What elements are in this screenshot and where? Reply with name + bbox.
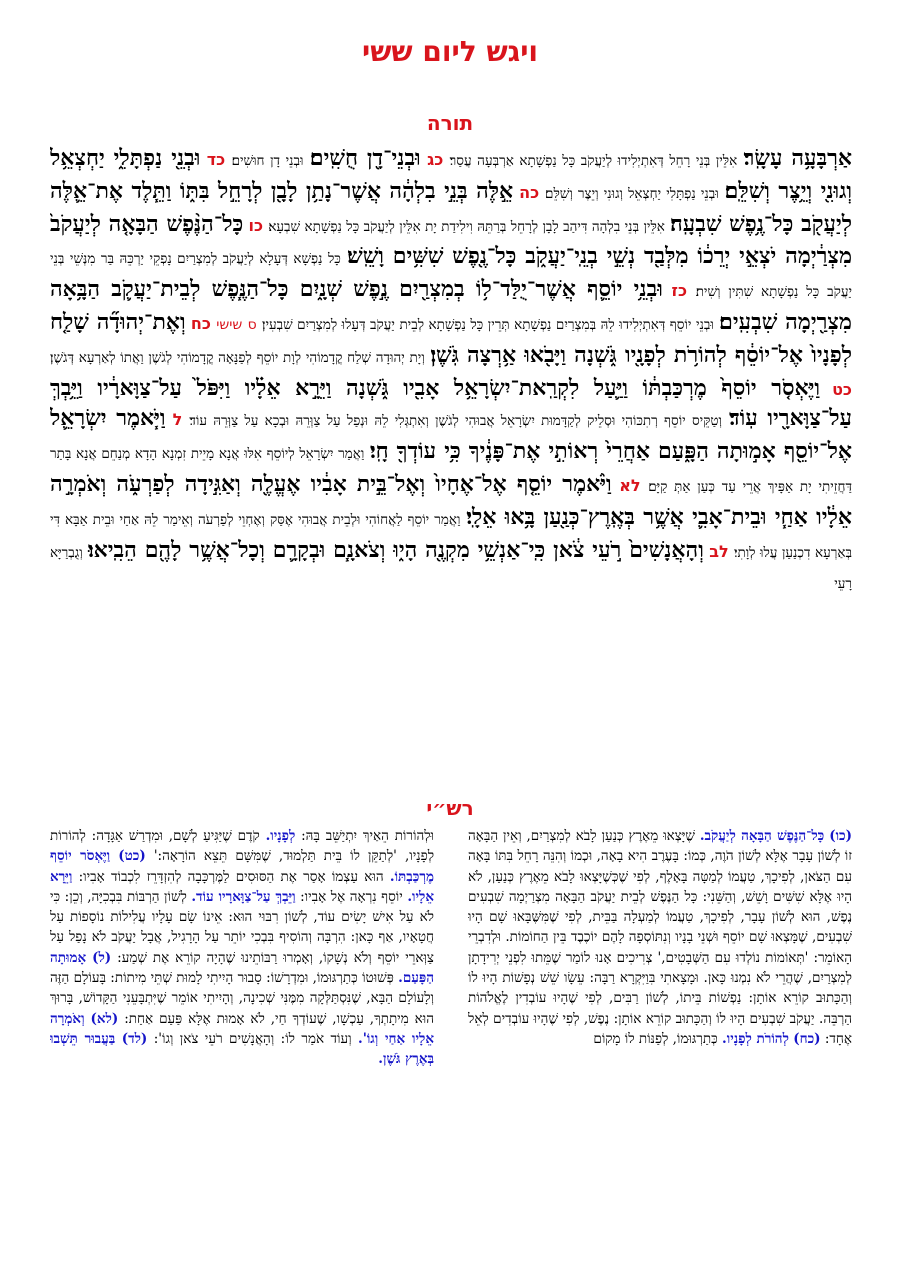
targum-text: וְגֻבְרַיָּא רָעֵי bbox=[50, 544, 852, 593]
targum-text: כָּל נַפְשָׁא דְּעָלָא לְיַעֲקֹב לְמִצְרַיִם נָפְקֵי יַרְכֵּהּ בַּר מִנְּשֵׁי בְּנֵי יַעֲקֹב כָּל נַפְשָׁתָא שִׁתִּין וְשִׁית׃ bbox=[50, 251, 852, 301]
verse-text: וְהָאֲנָשִׁים֙ רֹ֣עֵי צֹ֔אן כִּֽי־אַנְשֵׁ֥י מִקְנֶ֖ה הָי֑וּ וְצֹאנָ֧ם וּבְקָרָ֛ם וְכָל־אֲשֶׁ֥ר לָהֶ֖ם הֵבִֽיאוּ׃ bbox=[88, 536, 704, 563]
verse-text: וּבְנֵ֖י נַפְתָּלִ֑י יַחְצְאֵ֥ל וְגוּנִ֖י וְיֵ֥צֶר וְשִׁלֵּֽם׃ bbox=[50, 145, 852, 204]
rashi-commentary-text: וְעוֹד אֹמַר לוֹ: וְהָאֲנָשִׁים רֹעֵי צֹאן וְגוֹ': bbox=[153, 1030, 352, 1047]
verse-number: לב bbox=[709, 541, 729, 561]
targum-text: אִלֵּין בְּנֵי בִלְהָה דִּיהַב לָבָן לְרָחֵל בְּרַתֵּהּ וִילִידַת יָת אִלֵּין לְיַעֲקֹב כָּל נַפְשָׁתָא שִׁבְעָא׃ bbox=[268, 218, 665, 235]
verse-number: ל bbox=[172, 410, 183, 430]
rashi-dibur-hamatchil: כָּל־הַנֶּפֶשׁ הַבָּאָה לְיַעֲקֹב. bbox=[699, 828, 825, 844]
rashi-dibur-hamatchil: וְאֹמְרָה אֵלָיו אַחַי וְגוֹ'. bbox=[50, 1010, 434, 1047]
rashi-commentary-text: וּלְהוֹרוֹת הֵאַיךְ יִתְיַשֵּׁב בָּהּ: bbox=[301, 828, 434, 844]
targum-text: וַאֲמַר יִשְׂרָאֵל לְיוֹסֵף אִלּוּ אֲנָא מָיֵית זִמְנָא הָדָא מְנַחֵם אֲנָא בָּתַר דַּחֲזֵיתִי יָת אַפָּיךְ אֲרֵי עַד כְּעַן אַתְּ קַיָּם׃ bbox=[50, 446, 852, 495]
rashi-verse-number: (כח) bbox=[793, 1030, 821, 1047]
verse-number: כח bbox=[190, 313, 211, 333]
rashi-column-left bbox=[50, 826, 434, 1222]
page-title: ויגש ליום ששי bbox=[361, 35, 539, 68]
rashi-dibur-hamatchil: וַיֶּאְסֹר יוֹסֵף מֶרְכַּבְתּוֹ. bbox=[50, 848, 434, 885]
section-marker: ס bbox=[247, 316, 257, 333]
rashi-commentary-text: שֶׁיָּצְאוּ מֵאֶרֶץ כְּנַעַן לָבֹא לְמִצְרַיִם, וְאֵין הַבָּאָה זוֹ לְשׁוֹן עָבָר אֶלָּא לְשׁוֹן הֹוֶה, כְּמוֹ: בָּעֶרֶב הִיא בָאָה, וּכְמוֹ וְהִנֵּה רָחֵל בִּתּוֹ בָּאָה עִם הַצֹּאן, לְפִיכָךְ, טַעֲמוֹ לְמַטָּה בָּאָלֶף, לְפִי שֶׁכְּשֶׁיָּצְאוּ לָבֹא מֵאֶרֶץ כְּנַעַן, לֹא הָיוּ אֶלָּא שִׁשִּׁים וָשֵׁשׁ, וְהַשֵּׁנִי: כָּל הַנֶּפֶשׁ לְבֵית יַעֲקֹב הַבָּאָה מִצְרַיְמָה שִׁבְעִים נֶפֶשׁ, הוּא לְשׁוֹן עָבָר, לְפִיכָךְ, טַעֲמוֹ לְמַעְלָה בַּבֵּית, לְפִי שֶׁמִּשֶּׁבָּאוּ שָׁם הָיוּ שִׁבְעִים, שֶׁמָּצְאוּ שָׁם יוֹסֵף וּשְׁנֵי בָנָיו וְנִתּוֹסְפָה לָהֶם יוֹכֶבֶד בֵּין הַחוֹמוֹת. וּלְדִבְרֵי הָאוֹמֵר: 'תְּאוֹמוֹת נוֹלְדוּ עִם הַשְּׁבָטִים,' צְרִיכִים אָנוּ לוֹמַר שֶׁמֵּתוּ לִפְנֵי יְרִידָתָן לְמִצְרַיִם, שֶׁהֲרֵי לֹא נִמְנוּ כָּאן. וּמָצָאתִי בִּוַיִּקְרָא רַבָּה: עֵשָׂו שֵׁשׁ נְפָשׁוֹת הָיוּ לוֹ וְהַכָּתוּב קוֹרֵא אוֹתָן: נַפְשׁוֹת בֵּיתוֹ, לְשׁוֹן רַבִּים, לְפִי שֶׁהָיוּ עוֹבְדִין לֶאֱלֹהוֹת הַרְבֵּה. יַעֲקֹב שִׁבְעִים הָיוּ לוֹ וְהַכָּתוּב קוֹרֵא אוֹתָן: נֶפֶשׁ, לְפִי שֶׁהָיוּ עוֹבְדִים לְאֵל אֶחָד: bbox=[468, 828, 852, 1047]
rashi-dibur-hamatchil: לְפָנָיו. bbox=[265, 828, 296, 844]
rashi-dibur-hamatchil: וַיֵּרָא אֵלָיו. bbox=[50, 868, 434, 905]
rashi-verse-number: (לד) bbox=[121, 1030, 148, 1047]
rashi-column-right bbox=[468, 826, 852, 1222]
rashi-commentary-text: פְּשׁוּטוֹ כְּתַרְגּוּמוֹ, וּמִדְרָשׁוֹ: סָבוּר הָיִיתִי לָמוּת שְׁתֵּי מִיתוֹת: בָּעוֹלָם הַזֶּה וְלָעוֹלָם הַבָּא, שֶׁנִּסְתַּלְּקָה מִמֶּנִּי שְׁכִינָה, וְהָיִיתִי אוֹמֵר שֶׁיִּתְבָּעֵנִי הַקָּדוֹשׁ, בָּרוּךְ הוּא מִיתָתְךָ, עַכְשָׁו, שֶׁעוֹדְךָ חַי, לֹא אָמוּת אֶלָּא פַּעַם אַחַת: bbox=[50, 970, 434, 1027]
verse-number: לא bbox=[619, 475, 641, 495]
verse-text: אֵ֣לֶּה בְּנֵ֣י בִלְהָ֔ה אֲשֶׁר־נָתַ֥ן לָבָ֖ן לְרָחֵ֣ל בִּתּ֑וֹ וַתֵּ֧לֶד אֶת־אֵ֛לֶּה לְיַעֲקֹ֖ב כָּל־נֶ֥פֶשׁ שִׁבְעָֽה׃ bbox=[50, 177, 852, 237]
verse-number: כג bbox=[427, 150, 444, 169]
targum-text: אִלֵּין בְּנֵי רָחֵל דְּאִתְיְלִידוּ לְיַעֲקֹב כָּל נַפְשָׁתָא אַרְבְּעָה עֲסַר׃ bbox=[449, 153, 738, 169]
verse-text: כָּל־הַנֶּ֨פֶשׁ הַבָּאָ֤ה לְיַעֲקֹב֙ מִצְרַ֔יְמָה יֹצְאֵ֣י יְרֵכ֔וֹ מִלְּבַ֖ד נְשֵׁ֣י בְנֵֽי־יַעֲקֹ֑ב כָּל־נֶ֖פֶשׁ שִׁשִּׁ֥ים וָשֵֽׁשׁ׃ bbox=[50, 210, 852, 270]
verse-text: וַיֹּ֧אמֶר יִשְׂרָאֵ֛ל אֶל־יוֹסֵ֖ף אָמ֣וּתָה הַפָּ֑עַם אַחֲרֵי֙ רְאוֹתִ֣י אֶת־פָּנֶ֔יךָ כִּ֥י עוֹדְךָ֖ חָֽי׃ bbox=[50, 405, 852, 465]
targum-text: וְיָת יְהוּדָה שְׁלַח קֳדָמוֹהִי לְוָת יוֹסֵף לְפַנָּאָה קֳדָמוֹהִי לְגֹשֶׁן וַאֲתוֹ לְאַרְעָא דְּגֹשֶׁן׃ bbox=[50, 349, 425, 366]
torah-section-title: תורה bbox=[426, 111, 474, 135]
rashi-dibur-hamatchil: אָמוּתָה הַפָּעַם. bbox=[50, 949, 434, 987]
rashi-commentary-text: יוֹסֵף נִרְאָה אֶל אָבִיו: bbox=[300, 888, 403, 905]
rashi-section-title: רש״י bbox=[426, 796, 474, 820]
rashi-commentary-text: קֹדֶם שֶׁיַּגִּיעַ לְשָׁם, וּמִדְרַשׁ אַגָּדָה: לְהוֹרוֹת לְפָנָיו, 'לְתַקֵּן לוֹ בֵּית תַּלְמוּד, שֶׁמִּשָּׁם תֵּצֵא הוֹרָאָה:' bbox=[50, 828, 434, 865]
targum-text: וּבְנֵי יוֹסֵף דְּאִתְיְלִידוּ לֵהּ בְּמִצְרַיִם נַפְשָׁתָא תְּרֵין כָּל נַפְשָׁתָא לְבֵית יַעֲקֹב דְּעָלוּ לְמִצְרַיִם שִׁבְעִין׃ bbox=[262, 316, 714, 333]
rashi-verse-number: (לא) bbox=[90, 1010, 119, 1027]
rashi-verse-number: (כט) bbox=[118, 848, 146, 865]
verse-text: וַיֶּאְסֹ֤ר יוֹסֵף֙ מֶרְכַּבְתּ֔וֹ וַיַּ֛עַל לִקְרַֽאת־יִשְׂרָאֵ֥ל אָבִ֖יו גֹּ֑שְׁנָה וַיֵּרָ֣א אֵלָ֗יו וַיִּפֹּל֙ עַל־צַוָּארָ֔יו וַיֵּ֥בְךְּ עַל־צַוָּארָ֖יו עֽוֹד׃ bbox=[50, 374, 852, 432]
targum-text: וְטַקֵּיס יוֹסֵף רְתִכּוֹהִי וּסְלֵיק לְקַדָּמוּת יִשְׂרָאֵל אֲבוּהִי לְגֹשֶׁן וְאִתְגְּלִי לֵהּ וּנְפַל עַל צַוְּרֵהּ וּבְכָא עַל צַוְּרֵהּ עוֹד׃ bbox=[189, 413, 723, 430]
targum-text: וּבְנֵי דָן חוּשִׁים׃ bbox=[231, 153, 304, 169]
rashi-dibur-hamatchil: וַיֵּבְךְּ עַל־צַוָּארָיו עוֹד. bbox=[191, 888, 296, 905]
verse-number: כד bbox=[206, 150, 226, 169]
rashi-verse-number: (ל) bbox=[92, 949, 112, 966]
rashi-commentary bbox=[50, 826, 852, 1226]
section-marker: שישי bbox=[216, 316, 243, 333]
rashi-dibur-hamatchil: בַּעֲבוּר תֵּשְׁבוּ בְּאֶרֶץ גֹּשֶׁן. bbox=[50, 1030, 434, 1068]
verse-number: כה bbox=[519, 182, 540, 202]
rashi-commentary-text: לְשׁוֹן הַרְבּוֹת בִּבְכִיָּה, וְכֵן: כִּי לֹא עַל אִישׁ יָשִׂים עוֹד, לְשׁוֹן רִבּוּי הוּא: אֵינוֹ שָׂם עָלָיו עֲלִילוֹת נוֹסָפוֹת עַל חֲטָאָיו, אַף כָּאן: הִרְבָּה וְהוֹסִיף בִּבְכִי יוֹתֵר עַל הָרָגִיל, אֲבָל יַעֲקֹב לֹא נָפַל עַל צַוְּארֵי יוֹסֵף וְלֹא נְשָׁקוֹ, וְאָמְרוּ רַבּוֹתֵינוּ שֶׁהָיָה קוֹרֵא אֶת שְׁמַע: bbox=[50, 888, 434, 966]
torah-text-block bbox=[50, 144, 852, 784]
rashi-dibur-hamatchil: לְהוֹרֹת לְפָנָיו. bbox=[722, 1030, 789, 1047]
verse-text: וְאֶת־יְהוּדָ֞ה שָׁלַ֤ח לְפָנָיו֙ אֶל־יוֹסֵ֔ף לְהוֹרֹ֥ת לְפָנָ֖יו גֹּ֑שְׁנָה וַיָּבֹ֖אוּ אַ֥רְצָה גֹּֽשֶׁן׃ bbox=[50, 308, 852, 368]
verse-number: כו bbox=[248, 215, 264, 235]
targum-text: וַאֲמַר יוֹסֵף לַאֲחוֹהִי וּלְבֵית אֲבוּהִי אֶסַּק וְאֶחְוֵי לְפַרְעֹה וְאֵימַר לֵהּ אַחַי וּבֵית אַבָּא דִּי בְּאַרְעָא דִכְנַעַן עֲלוּ לְוָתִי׃ bbox=[50, 511, 852, 561]
verse-text: וַיֹּ֨אמֶר יוֹסֵ֤ף אֶל־אֶחָיו֙ וְאֶל־בֵּ֣ית אָבִ֔יו אֶעֱלֶ֖ה וְאַגִּ֣ידָה לְפַרְעֹ֑ה וְאֹמְרָ֣ה אֵלָ֔יו אַחַ֧י וּבֵית־אָבִ֛י אֲשֶׁ֥ר בְּאֶֽרֶץ־כְּנַ֖עַן בָּ֥אוּ אֵלָֽי׃ bbox=[50, 470, 852, 530]
rashi-commentary-text: כְּתַרְגּוּמוֹ, לְפַנּוֹת לוֹ מָקוֹם bbox=[593, 1030, 718, 1047]
verse-text: וּבְנֵ֥י יוֹסֵ֛ף אֲשֶׁר־יֻלַּד־ל֥וֹ בְמִצְרַ֖יִם נֶ֣פֶשׁ שְׁנָ֑יִם כָּל־הַנֶּ֧פֶשׁ לְבֵית־יַעֲקֹ֛ב הַבָּ֥אָה מִצְרַ֖יְמָה שִׁבְעִֽים׃ bbox=[50, 276, 852, 335]
verse-text: אַרְבָּעָ֥ה עָשָֽׂר׃ bbox=[743, 145, 852, 171]
targum-text: וּבְנֵי נַפְתָּלִי יַחְצְאֵל וְגוּנִי וְיֵצֶר וְשִׁלֵּם׃ bbox=[545, 185, 719, 202]
rashi-verse-number: (כו) bbox=[829, 828, 852, 844]
verse-text: וּבְנֵי־דָ֖ן חֻשִֽׁים׃ bbox=[309, 145, 421, 171]
verse-number: כט bbox=[832, 379, 852, 399]
verse-number: כז bbox=[671, 281, 687, 301]
rashi-commentary-text: הוּא עַצְמוֹ אָסַר אֶת הַסּוּסִים לַמֶּרְכָּבָה לְהִזְדָּרֵז לִכְבוֹד אָבִיו: bbox=[78, 868, 384, 885]
